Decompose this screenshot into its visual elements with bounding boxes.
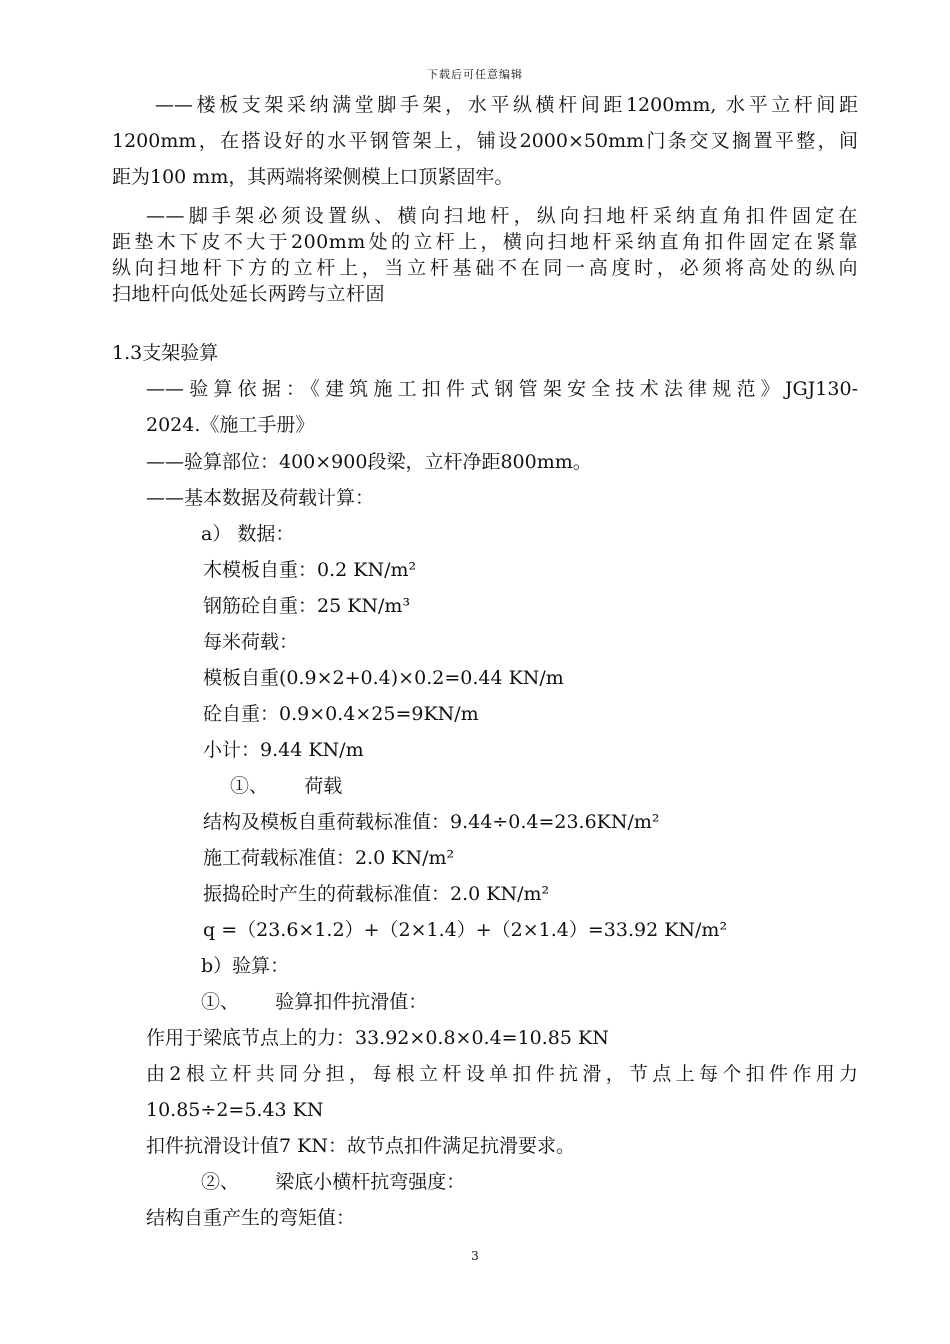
paragraph-line: 扣件抗滑设计值7 KN：故节点扣件满足抗滑要求。: [146, 1135, 575, 1157]
list-item: 模板自重(0.9×2+0.4)×0.2=0.44 KN/m: [203, 667, 564, 689]
section-title: 1.3支架验算: [112, 342, 219, 364]
subheading: ①、 验算扣件抗滑值：: [201, 991, 428, 1013]
paragraph-line: ——验算依据：《建筑施工扣件式钢管架安全技术法律规范》JGJ130-: [146, 378, 858, 400]
list-item: 每米荷载：: [203, 631, 299, 653]
paragraph-line: 1200mm，在搭设好的水平钢管架上，铺设2000×50mm门条交叉搁置平整，间: [112, 130, 858, 152]
paragraph-line: ——验算部位：400×900段梁，立杆净距800mm。: [146, 451, 592, 473]
subheading: ②、 梁底小横杆抗弯强度：: [201, 1171, 466, 1193]
subheading: ①、 荷载: [230, 775, 343, 797]
page-header: 下载后可任意编辑: [427, 68, 523, 81]
formula: q =（23.6×1.2）+（2×1.4）+（2×1.4）=33.92 KN/m²: [203, 919, 728, 941]
list-item: 结构及模板自重荷载标准值：9.44÷0.4=23.6KN/m²: [203, 811, 660, 833]
list-item: 砼自重：0.9×0.4×25=9KN/m: [203, 703, 479, 725]
list-item: 小计：9.44 KN/m: [203, 739, 364, 761]
paragraph-line: 扫地杆向低处延长两跨与立杆固: [112, 283, 386, 305]
paragraph-line: ——楼板支架采纳满堂脚手架，水平纵横杆间距1200mm, 水平立杆间距: [155, 94, 858, 116]
paragraph-line: 作用于梁底节点上的力：33.92×0.8×0.4=10.85 KN: [146, 1027, 609, 1049]
list-item: 振捣砼时产生的荷载标准值：2.0 KN/m²: [203, 883, 550, 905]
list-item: 木模板自重：0.2 KN/m²: [203, 559, 417, 581]
paragraph-line: 纵向扫地杆下方的立杆上，当立杆基础不在同一高度时，必须将高处的纵向: [112, 257, 858, 279]
paragraph-line: 结构自重产生的弯矩值：: [146, 1207, 356, 1229]
paragraph-line: 由2根立杆共同分担，每根立杆设单扣件抗滑，节点上每个扣件作用力: [146, 1063, 858, 1085]
list-item: b）验算：: [201, 955, 290, 977]
page-number: 3: [471, 1249, 479, 1263]
paragraph-line: 距垫木下皮不大于200mm处的立杆上，横向扫地杆采纳直角扣件固定在紧靠: [112, 231, 858, 253]
list-item: a） 数据：: [201, 523, 295, 545]
paragraph-line: 10.85÷2=5.43 KN: [146, 1099, 324, 1121]
paragraph-line: 2024.《施工手册》: [146, 414, 315, 436]
paragraph-line: 距为100 mm，其两端将梁侧模上口顶紧固牢。: [112, 166, 514, 188]
list-item: 钢筋砼自重：25 KN/m³: [203, 595, 411, 617]
list-item: 施工荷载标准值：2.0 KN/m²: [203, 847, 455, 869]
paragraph-line: ——基本数据及荷载计算：: [146, 487, 375, 509]
paragraph-line: ——脚手架必须设置纵、横向扫地杆，纵向扫地杆采纳直角扣件固定在: [146, 205, 858, 227]
